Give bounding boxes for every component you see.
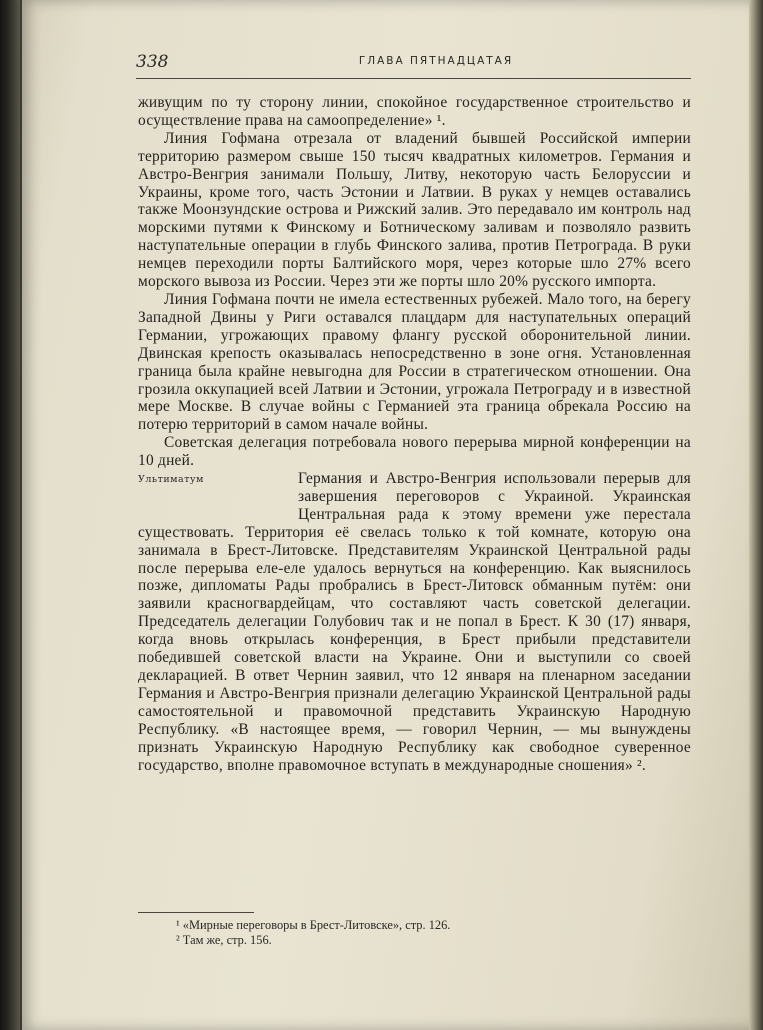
page-edge-right	[749, 0, 763, 1030]
paragraph: Линия Гофмана отрезала от владений бывшей Российской империи территорию размером свыше 150 тысяч квадратных километров. Германия и Австро-Венгрия занимали Польшу, Литву, некоторую часть Белоруссии и Украины, кроме того, часть Эстонии и Латвии. В руках у немцев оставались также Моонзундские острова и Рижский залив. Это передавало им контроль над морскими путями к Финскому и Ботническому заливам и позволяло развить наступательные операции в глубь Финского залива, против Петрограда. В руки немцев переходили порты Балтийского моря, через которые шло 27% всего морского вывоза из России. Через эти же порты шло 20% русского импорта.	[138, 129, 691, 291]
paragraph: живущим по ту сторону линии, спокойное государственное строительство и осуществление права на самоопределение» ¹.	[138, 94, 691, 129]
sidenote-paragraph	[138, 470, 691, 774]
sidenote-text: Германия и Австро-Венгрия использовали перерыв для завершения переговоров с Украиной. Украинская Центральная рада к этому времени уже перестала существовать. Территория её свелась только к той комнате, которую она занимала в Брест-Литовске. Представителям Украинской Центральной рады после перерыва еле-еле удалось вернуться на конференцию. Как выяснилось позже, дипломаты Рады пробрались в Брест-Литовск обманным путём: они заявили красногвардейцам, что составляют часть советской делегации. Председатель делегации Голубович так и не попал в Брест. К 30 (17) января, когда вновь открылась конференция, в Брест прибыли представители победившей советской власти на Украине. Они и выступили со своей декларацией. В ответ Чернин заявил, что 12 января на пленарном заседании Германия и Австро-Венгрия признали делегацию Украинской Центральной рады самостоятельной и правомочной представить Украинскую Народную Республику. «В настоящее время, — говорил Чернин, — мы вынуждены признать Украинскую Народную Республику как свободное суверенное государство, вполне правомочное вступать в международные сношения» ².	[138, 470, 691, 774]
paragraph: Советская делегация потребовала нового перерыва мирной конференции на 10 дней.	[138, 434, 691, 470]
paragraph: Линия Гофмана почти не имела естественных рубежей. Мало того, на берегу Западной Двины у Риги оставался плацдарм для наступательных операций Германии, угрожающих правому флангу русской оборонительной линии. Двинская крепость оказывалась непосредственно в зоне огня. Установленная граница была крайне невыгодна для России в стратегическом отношении. Она грозила оккупацией всей Латвии и Эстонии, угрожала Петрограду и в известной мере Москве. В случае войны с Германией эта граница обрекала Россию на потерю территорий в самом начале войны.	[138, 290, 691, 434]
header-rule	[136, 78, 691, 79]
footnotes	[176, 918, 676, 948]
page-number: 338	[136, 52, 169, 72]
footnote: ² Там же, стр. 156.	[176, 933, 272, 947]
main-text	[138, 94, 691, 774]
book-spine-edge	[0, 0, 20, 1030]
running-head	[136, 52, 696, 74]
footnote-rule	[138, 912, 254, 913]
chapter-title: ГЛАВА ПЯТНАДЦАТАЯ	[358, 55, 514, 67]
footnote: ¹ «Мирные переговоры в Брест-Литовске», стр. 126.	[176, 918, 451, 932]
sidenote-heading: Ультиматум	[138, 474, 204, 486]
